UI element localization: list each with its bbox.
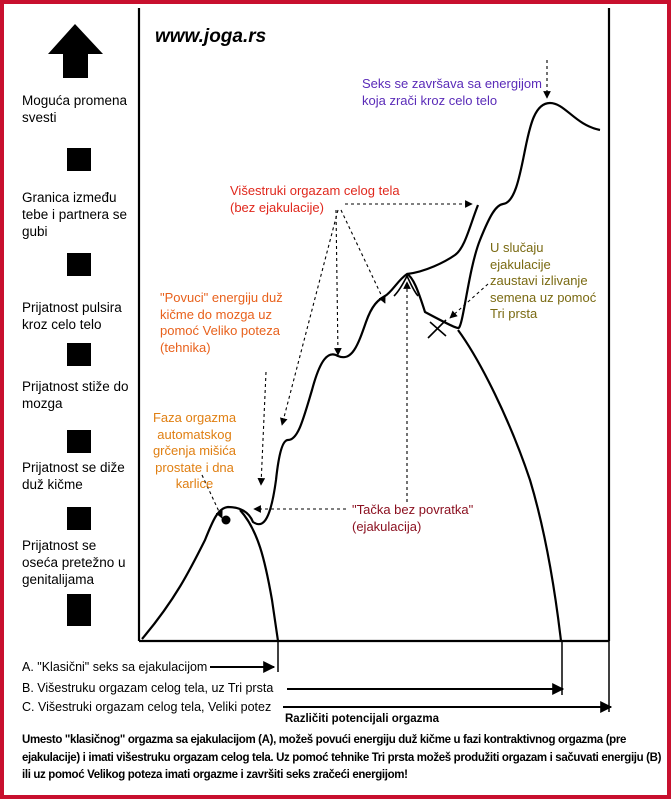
level-marker: [67, 148, 91, 171]
annotation-line: prostate i dna: [155, 459, 234, 475]
annotation-line: "Tačka bez povratka": [352, 502, 474, 517]
annotation-povuci: [160, 290, 283, 356]
curve-upper-branch: [407, 205, 478, 274]
annotation-line: (bez ejakulacije): [230, 199, 324, 215]
level-label: Prijatnost stiže do mozga: [22, 379, 129, 411]
curve-peak-inner: [394, 276, 418, 296]
level-label: Granica između tebe i partnera se gubi: [22, 190, 128, 239]
annotation-line: Tri prsta: [490, 306, 538, 321]
level-marker: [67, 343, 91, 366]
legend-a: A. "Klasični" seks sa ejakulacijom: [22, 660, 208, 674]
annotation-tacka: [352, 502, 473, 535]
level-marker: [67, 430, 91, 453]
annotation-visestruki: [230, 183, 400, 216]
legend-b: B. Višestruku orgazam celog tela, uz Tri prsta: [22, 681, 274, 695]
explanation-note: Umesto "klasičnog" orgazma sa ejakulacijom (A), možeš povući energiju duž kičme u fazi kontraktivnog orgazma (pre ejakulacije) i imati višestruku orgazam celog tela. Uz pomoć tehnike Tri prsta možeš produžiti orgazam i sačuvati energiju (B) ili uz pomoć Velikog poteza imati orgazme i završiti seks zračeći energijom!: [22, 734, 662, 781]
annotation-line: ejakulacije: [490, 256, 551, 272]
annotation-line: Faza orgazma: [152, 410, 237, 425]
arrow-u-slucaju: [450, 284, 488, 318]
annotation-line: Seks se završava sa energijom: [362, 76, 542, 91]
level-label: Prijatnost pulsira kroz celo telo: [22, 300, 122, 332]
annotation-line: automatskog: [157, 426, 232, 442]
arrow-visestruki-c: [341, 210, 385, 303]
cross-mark: [428, 320, 446, 338]
annotation-line: koja zrači kroz celo telo: [362, 92, 498, 108]
annotation-line: kičme do mozga uz: [160, 306, 272, 322]
annotation-line: "Povuci" energiju duž: [160, 290, 283, 305]
annotation-seks-zavrsava: [362, 76, 542, 109]
curve-three-fingers-descent: [458, 330, 561, 641]
annotation-line: (tehnika): [160, 339, 211, 355]
annotation-line: Višestruki orgazam celog tela: [230, 183, 400, 198]
annotation-line: semena uz pomoć: [490, 289, 597, 305]
annotation-line: grčenja mišića: [152, 443, 237, 458]
level-marker: [67, 507, 91, 530]
up-arrow-icon: [48, 24, 103, 78]
arrow-visestruki-a: [336, 210, 338, 355]
level-marker: [67, 253, 91, 276]
arrow-povuci: [261, 372, 266, 485]
annotation-faza: [142, 410, 247, 493]
level-label: Prijatnost se diže duž kičme: [22, 460, 125, 492]
level-marker: [67, 594, 91, 626]
axis-label: Različiti potencijali orgazma: [285, 713, 440, 725]
site-title: www.joga.rs: [155, 26, 267, 47]
curve-classic: [240, 510, 278, 641]
arrow-visestruki-b: [282, 210, 338, 425]
annotation-line: U slučaju: [490, 240, 544, 255]
annotation-line: (ejakulacija): [352, 518, 422, 534]
legend-c: C. Višestruki orgazam celog tela, Veliki potez: [22, 700, 272, 714]
level-label: Moguća promena svesti: [22, 93, 128, 125]
annotation-line: karlice: [175, 476, 214, 491]
annotation-u-slucaju: [490, 240, 596, 323]
ejaculation-point: [222, 516, 231, 525]
annotation-line: zaustavi izlivanje: [490, 273, 588, 288]
annotation-line: pomoć Veliko poteza: [160, 323, 280, 338]
level-label: Prijatnost se oseća pretežno u genitalijama: [22, 538, 126, 587]
